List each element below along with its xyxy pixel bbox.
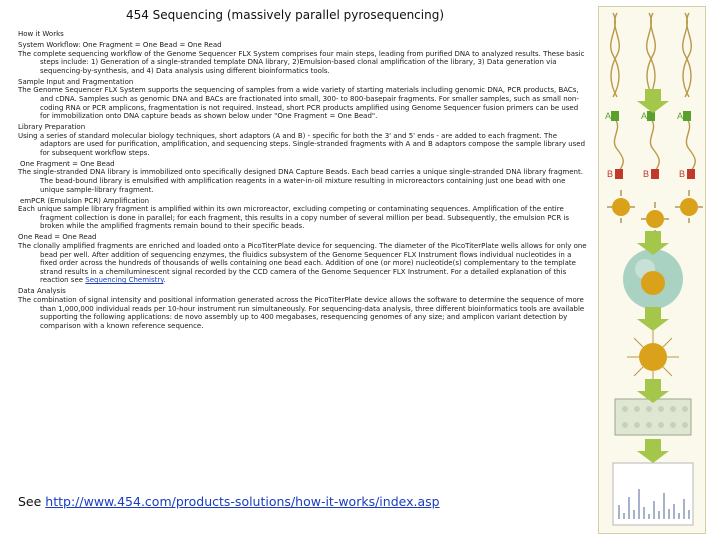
arrow-down-icon: [637, 243, 669, 255]
amplified-bead-icon: [627, 331, 679, 383]
paragraph-text: The clonally amplified fragments are enriched and loaded onto a PicoTiterPlate device for sequencing. The diameter of the PicoTiterPlate wells allows for only one bead per well. After addition of sequencing enzymes, the fluidics subsystem of the Genome Sequencer FLX Instrument flows individual nucleotides in a fixed order across the hundreds of thousands of wells containing one bead each. Addition of one (or more) nucleotide(s) complementary to the template strand results in a chemiluminescent signal recorded by the CCD camera of the Genome Sequencer FLX Instrument. For a detailed explanation of this reaction see: [18, 242, 587, 285]
workflow-text: [18, 30, 590, 330]
arrow-down-icon: [637, 391, 669, 403]
arrow-down-icon: [637, 451, 669, 463]
heading-text: Library Preparation: [18, 123, 86, 132]
heading-text: Data Analysis: [18, 287, 66, 296]
heading-text: One Fragment = One Bead: [20, 159, 115, 168]
adaptor-label: B: [643, 169, 650, 179]
flowgram-icon: [613, 463, 693, 525]
see-link-line: [18, 494, 440, 509]
paragraph-text: Using a series of standard molecular biology techniques, short adaptors (A and B) - specific for both the 3' and 5' ends - are added to each fragment. The adaptors are used for purification, amplification, and sequencing steps. Single-stranded fragments with A and B adaptors compose the sample library used for subsequent workflow steps.: [18, 131, 586, 157]
section-paragraph: [18, 168, 590, 194]
see-prefix: See: [18, 494, 46, 509]
paragraph-text: The single-stranded DNA library is immobilized onto specifically designed DNA Capture Beads. Each bead carries a unique single-stranded DNA library fragment. The bead-bound library is emulsified with amplification reagents in a water-in-oil mixture resulting in microreactors containing just one bead with one unique sample-library fragment.: [18, 168, 583, 194]
arrow-down-icon: [637, 319, 669, 331]
adaptor-label: A: [605, 111, 612, 121]
section-heading: [18, 287, 590, 296]
adaptor-label: B: [607, 169, 614, 179]
paragraph-tail: .: [163, 276, 166, 285]
arrow-down-icon: [637, 101, 669, 113]
source-url-link[interactable]: http://www.454.com/products-solutions/how-it-works/index.asp: [45, 494, 440, 509]
heading-text: One Read = One Read: [18, 233, 97, 242]
heading-text: How it Works: [18, 30, 64, 38]
adaptor-label: A: [641, 111, 648, 121]
section-paragraph: [18, 86, 590, 120]
section-heading: [18, 41, 590, 50]
section-paragraph: [18, 205, 590, 231]
section-heading: [18, 233, 590, 242]
section-heading: [18, 160, 590, 169]
capture-beads-icon: [607, 190, 703, 235]
section-paragraph: [18, 132, 590, 158]
heading-text: Sample Input and Fragmentation: [18, 77, 134, 86]
heading-text: emPCR (Emulsion PCR) Amplification: [20, 196, 150, 205]
section-paragraph: [18, 242, 590, 285]
adaptor-fragments-icon: [605, 111, 695, 179]
picotiterplate-icon: [615, 399, 691, 435]
section-paragraph: [18, 296, 590, 330]
heading-text: System Workflow: One Fragment = One Bead = One Read: [18, 40, 222, 49]
paragraph-text: The combination of signal intensity and positional information generated across the PicoTiterPlate device allows the software to determine the sequence of more than 1,000,000 individual reads per 10-hour instrument run simultaneously. For sequencing-data analysis, three different bioinformatics tools are available supporting the following applications: de novo assembly up to 400 megabases, resequencing genomes of any size; and amplicon variant detection by comparison with a known reference sequence.: [18, 295, 585, 330]
emulsion-droplet-icon: [623, 249, 683, 309]
adaptor-label: A: [677, 111, 684, 121]
section-paragraph: [18, 50, 590, 76]
section-heading: [18, 78, 590, 87]
paragraph-text: The complete sequencing workflow of the Genome Sequencer FLX System comprises four main steps, leading from purified DNA to analyzed results. These basic steps include: 1) Generation of a single-stranded template DNA library, 2)Emulsion-based clonal amplification of the library, 3) Data generation via sequencing-by-synthesis, and 4) Data analysis using different bioinformatics tools.: [18, 49, 585, 75]
illustration-panel: [598, 6, 706, 534]
section-heading: [18, 30, 590, 39]
page-title: 454 Sequencing (massively parallel pyrosequencing): [125, 8, 445, 22]
sequencing-chemistry-link[interactable]: Sequencing Chemistry: [85, 276, 164, 285]
section-heading: [18, 123, 590, 132]
paragraph-text: The Genome Sequencer FLX System supports the sequencing of samples from a wide variety of starting materials including genomic DNA, PCR products, BACs, and cDNA. Samples such as genomic DNA and BACs are fractionated into small, 300- to 800-basepair fragments. For smaller samples, such as small non-coding RNA or PCR amplicons, fragmentation is not required. Instead, short PCR products amplified using Genome Sequencer fusion primers can be used for immobilization onto DNA capture beads as shown below under "One Fragment = One Bead".: [18, 86, 579, 121]
adaptor-label: B: [679, 169, 686, 179]
paragraph-text: Each unique sample library fragment is amplified within its own microreactor, excluding competing or contaminating sequences. Amplification of the entire fragment collection is done in parallel; for each fragment, this results in a copy number of several million per bead. Subsequently, the emulsion PCR is broken while the amplified fragments remain bound to their specific beads.: [18, 205, 569, 231]
dna-strands-icon: [611, 13, 692, 97]
section-heading: [18, 197, 590, 206]
